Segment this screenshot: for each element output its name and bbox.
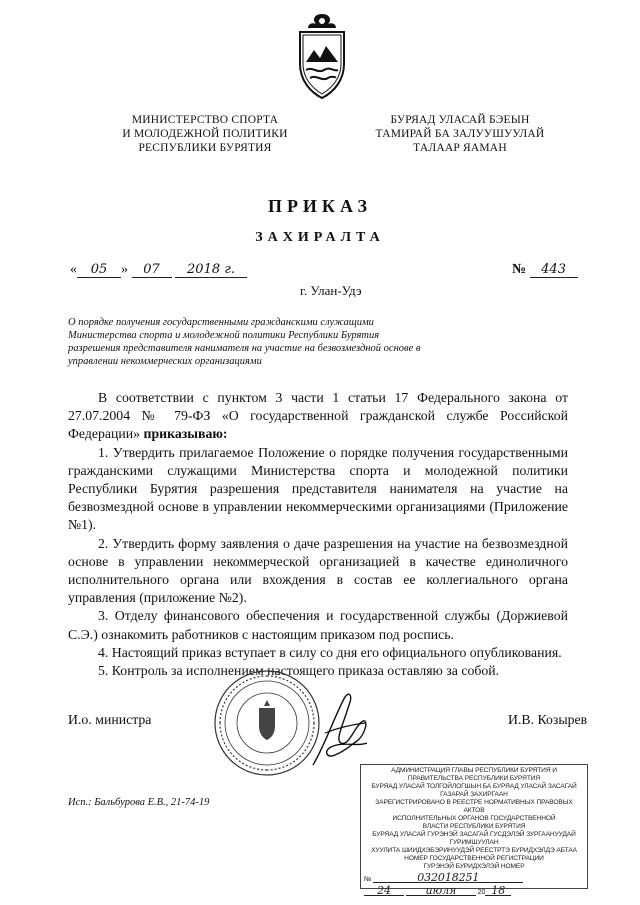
document-title: ПРИКАЗ xyxy=(267,196,373,216)
intro-text: В соответствии с пунктом 3 части 1 статьи 17 Федерального закона от 27.07.2004 № 79-ФЗ «О государственной гражданской службе Российской Федерации» xyxy=(68,390,568,442)
order-item: 5. Контроль за исполнением настоящего приказа оставляю за собой. xyxy=(98,663,500,679)
header-right-line: ТАМИРАЙ БА ЗАЛУУШУУЛАЙ xyxy=(375,128,545,140)
order-item: 3. Отделу финансового обеспечения и государственной службы (Доржиевой С.Э.) ознакомить работников с настоящим приказом под роспись. xyxy=(68,608,568,642)
handwritten-signature xyxy=(305,685,375,775)
stamp-date-row xyxy=(364,884,584,897)
stamp-day: 24 xyxy=(364,887,404,896)
stamp-month: июля xyxy=(406,887,476,896)
order-subject: О порядке получения государственными гражданскими служащими Министерства спорта и молодежной политики Республики Бурятия разрешения представителя нанимателя на участие на безвозмездной основе в управлении некоммерческих организациями xyxy=(68,317,421,367)
stamp-line: ИСПОЛНИТЕЛЬНЫХ ОРГАНОВ ГОСУДАРСТВЕННОЙ xyxy=(392,815,556,822)
ministry-name-buryat xyxy=(350,113,570,155)
date-day: 05 xyxy=(77,262,121,278)
intro-paragraph xyxy=(68,389,568,444)
order-word: приказываю: xyxy=(143,426,228,442)
signatory-name: И.В. Козырев xyxy=(508,712,588,727)
header-left-line: И МОЛОДЕЖНОЙ ПОЛИТИКИ xyxy=(122,128,288,140)
number-label: № xyxy=(512,262,527,277)
order-body xyxy=(68,389,568,680)
stamp-year-suffix: 18 xyxy=(485,887,511,896)
stamp-reg-number: 032018251 xyxy=(373,874,523,883)
header-right-line: БУРЯАД УЛАСАЙ БЭЕЫН xyxy=(390,114,530,126)
date-close-quote: » xyxy=(121,262,128,277)
executor-info: Исп.: Бальбурова Е.В., 21-74-19 xyxy=(68,797,210,808)
signatory-position: И.о. министра xyxy=(68,712,152,727)
header-right-line: ТАЛААР ЯАМАН xyxy=(413,142,507,154)
number-value: 443 xyxy=(530,262,578,278)
stamp-line: ЗАРЕГИСТРИРОВАНО В РЕЕСТРЕ НОРМАТИВНЫХ ПРАВОВЫХ АКТОВ xyxy=(375,799,573,814)
order-item: 1. Утвердить прилагаемое Положение о порядке получения государственными гражданскими служащими Министерства спорта и молодежной политики Республики Бурятия разрешения представителя нанимателя на участие на безвозмездной основе в управлении некоммерческими организациями (Приложение №1). xyxy=(68,444,568,533)
date-open-quote: « xyxy=(70,262,77,277)
registration-stamp xyxy=(360,764,588,897)
header-left-line: РЕСПУБЛИКИ БУРЯТИЯ xyxy=(138,142,272,154)
document-title-buryat: ЗАХИРАЛТА xyxy=(255,230,385,245)
stamp-year-prefix: 20 xyxy=(477,889,486,896)
stamp-line: АДМИНИСТРАЦИЯ ГЛАВЫ РЕСПУБЛИКИ БУРЯТИЯ И ПРАВИТЕЛЬСТВА РЕСПУБЛИКИ БУРЯТИЯ xyxy=(391,767,557,782)
stamp-line: ГУРЭНЭЙ БУРИДХЭЛЭЙ НОМЕР xyxy=(423,863,525,870)
order-item: 4. Настоящий приказ вступает в силу со дня его официального опубликования. xyxy=(98,644,562,660)
coat-of-arms-emblem xyxy=(292,12,352,102)
stamp-line: ВЛАСТИ РЕСПУБЛИКИ БУРЯТИЯ xyxy=(422,823,526,830)
order-item: 2. Утвердить форму заявления о даче разрешения на участие на безвозмездной основе в управлении некоммерческой организацией в качестве единоличного исполнительного органа или вхождения в состав ее коллегиального органа управления (приложение №2). xyxy=(68,535,568,606)
order-date xyxy=(70,262,247,278)
stamp-reg-number-row xyxy=(364,871,584,884)
header-left-line: МИНИСТЕРСТВО СПОРТА xyxy=(131,114,279,126)
order-number xyxy=(512,262,578,278)
date-month: 07 xyxy=(132,262,172,278)
date-year: 2018 г. xyxy=(175,262,247,278)
stamp-line: БУРЯАД УЛАСАЙ ТОЛГОЙЛОГШЫН БА БУРЯАД УЛАСАЙ ЗАСАГАЙ ГАЗАРАЙ ЗАХИРГААН xyxy=(371,783,577,798)
stamp-line: ХУУЛИТА ШИИДХЭБЭРИНУУДЭЙ РЕЕСТРТЭ БУРИДХЭЛДЭ АБТАА xyxy=(371,847,577,854)
stamp-line: БУРЯАД УЛАСАЙ ГУРЭНЭЙ ЗАСАГАЙ ГУСДЭЛЭЙ ЗУРГААНУУДАЙ ГУРИМШУУЛАН xyxy=(372,831,576,846)
stamp-line: НОМЕР ГОСУДАРСТВЕННОЙ РЕГИСТРАЦИИ xyxy=(404,855,544,862)
stamp-no-label: № xyxy=(364,876,372,883)
city: г. Улан-Удэ xyxy=(300,283,362,298)
ministry-name-russian xyxy=(90,113,320,155)
